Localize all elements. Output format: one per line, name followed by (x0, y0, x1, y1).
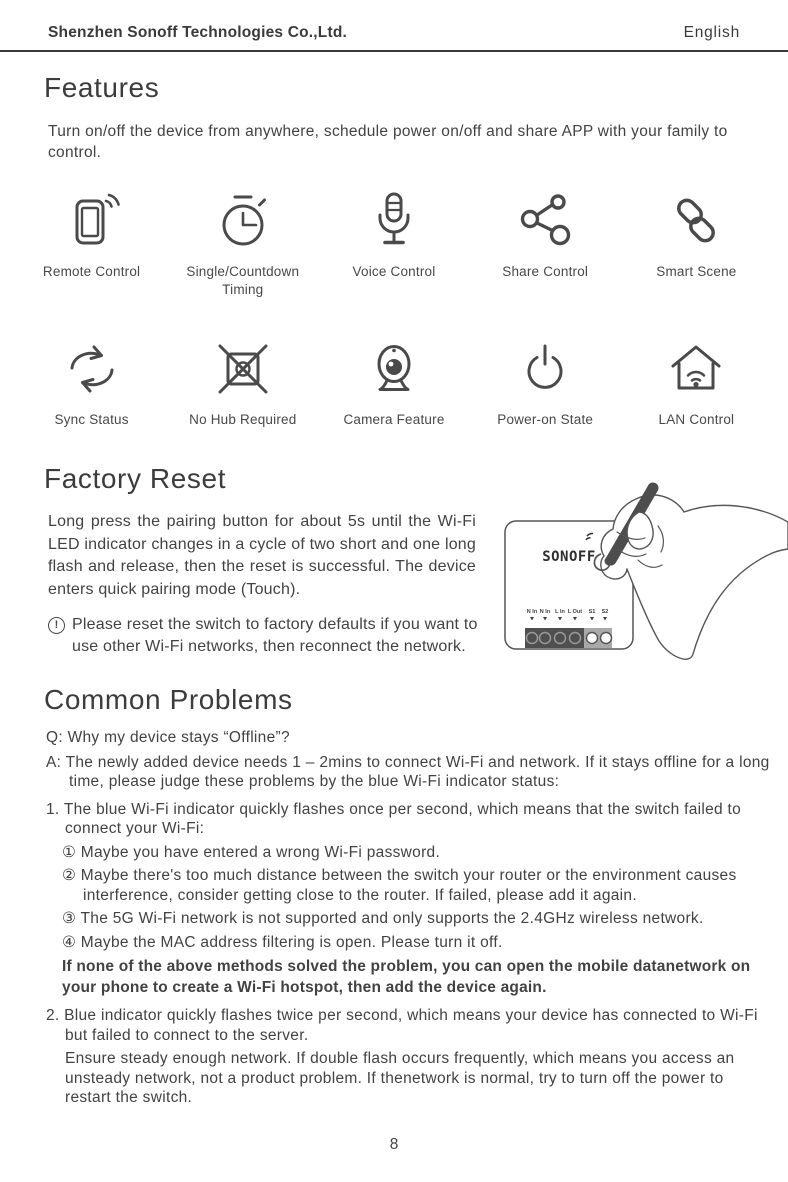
chain-link-icon (664, 181, 728, 253)
feature-label: Power-on State (497, 412, 594, 427)
feature-label: No Hub Required (189, 412, 297, 427)
device-logo: SONOFF (542, 549, 596, 565)
remote-control-icon (60, 181, 124, 253)
page-number: 8 (389, 1136, 399, 1153)
no-hub-icon (211, 329, 275, 401)
common-problems-title: Common Problems (44, 684, 293, 715)
problem-1-sub-4: ④ Maybe the MAC address filtering is open. Please turn it off. (62, 933, 503, 951)
answer-line: A: The newly added device needs 1 – 2mins to connect Wi-Fi and network. If it stays offline for a long time, please judge these problems by the blue Wi-Fi indicator status: (46, 753, 770, 790)
factory-reset-illustration (488, 480, 788, 708)
feature-no-hub (167, 329, 318, 429)
countdown-timer-icon (211, 181, 275, 253)
problem-item-1: 1. The blue Wi-Fi indicator quickly flashes once per second, which means that the switch failed to connect your Wi-Fi: (46, 800, 742, 837)
exclamation-icon: ! (48, 617, 65, 634)
terminal-label: S2 (601, 609, 609, 615)
share-nodes-icon (513, 181, 577, 253)
page-header (0, 0, 788, 52)
feature-share-control (470, 181, 621, 299)
feature-label: Smart Scene (656, 264, 737, 279)
power-symbol-icon (513, 329, 577, 401)
problem-1-sub-3: ③ The 5G Wi-Fi network is not supported and only supports the 2.4GHz wireless network. (62, 910, 704, 927)
terminal-label: N In (539, 609, 551, 615)
feature-lan-control (621, 329, 772, 429)
feature-camera (318, 329, 469, 429)
factory-reset-note-text: Please reset the switch to factory defaults if you want to use other Wi-Fi networks, then reconnect the network. (72, 616, 478, 655)
feature-label: LAN Control (658, 412, 735, 427)
features-intro: Turn on/off the device from anywhere, schedule power on/off and share APP with your family to control. (48, 123, 728, 161)
feature-label: Share Control (502, 264, 589, 279)
feature-label: Sync Status (54, 412, 129, 427)
problem-1-bold-note: If none of the above methods solved the problem, you can open the mobile datanetwork on your phone to create a Wi-Fi hotspot, then add the device again. (62, 958, 751, 996)
sync-arrows-icon (60, 329, 124, 401)
company-name: Shenzhen Sonoff Technologies Co.,Ltd. (48, 24, 348, 41)
device-pressing-illustration (488, 480, 788, 708)
terminal-label: S1 (588, 609, 596, 615)
feature-remote-control (16, 181, 167, 299)
features-title: Features (44, 72, 160, 103)
terminal-label: N In (526, 609, 538, 615)
feature-voice-control (318, 181, 469, 299)
feature-label: Remote Control (42, 264, 141, 279)
factory-reset-body: Long press the pairing button for about 5s until the Wi-Fi LED indicator changes in a cycle of two short and one long flash and release, then the reset is successful. The device enters quick pairing mode (Touch). (48, 513, 476, 598)
terminal-label: L In (555, 609, 565, 615)
terminal-label: L Out (567, 609, 583, 615)
language-label: English (683, 24, 740, 41)
factory-reset-note (48, 614, 493, 658)
question-line: Q: Why my device stays “Offline”? (46, 729, 290, 746)
problem-1-sub-1: ① Maybe you have entered a wrong Wi-Fi password. (62, 843, 441, 861)
feature-label: Single/Countdown Timing (186, 264, 300, 297)
feature-power-on-state (470, 329, 621, 429)
webcam-icon (362, 329, 426, 401)
home-wifi-icon (664, 329, 728, 401)
feature-countdown-timing (167, 181, 318, 299)
problem-1-sub-2: ② Maybe there's too much distance between the switch your router or the environment causes interference, consider getting close to the router. If failed, please add it again. (62, 867, 737, 904)
problem-2-body: Ensure steady enough network. If double flash occurs frequently, which means you access an unsteady network, not a product problem. If thenetwork is normal, try to turn off the power to restart the switch. (65, 1050, 735, 1106)
pen-tip (605, 557, 614, 566)
factory-reset-title: Factory Reset (44, 463, 227, 494)
feature-icon-grid (16, 181, 772, 429)
feature-label: Voice Control (352, 264, 436, 279)
microphone-icon (362, 181, 426, 253)
feature-sync-status (16, 329, 167, 429)
feature-smart-scene (621, 181, 772, 299)
problem-item-2: 2. Blue indicator quickly flashes twice per second, which means your device has connected to Wi-Fi but failed to connect to the server. (46, 1007, 758, 1044)
feature-label: Camera Feature (343, 412, 445, 427)
